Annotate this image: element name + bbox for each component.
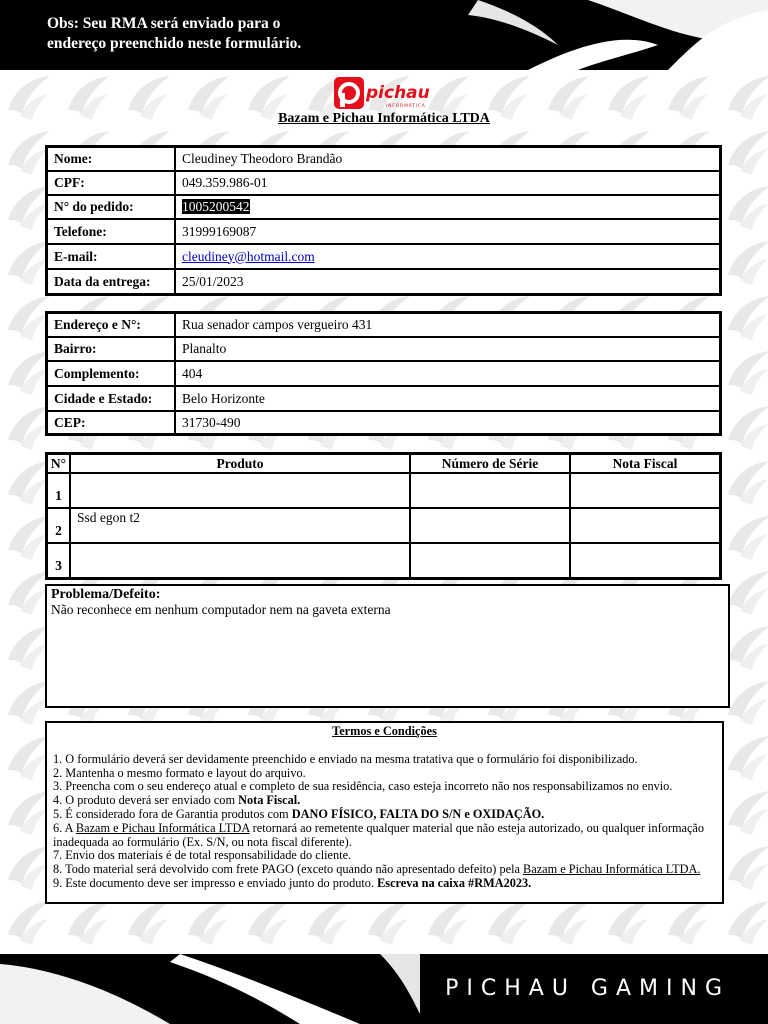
serial-cell[interactable] xyxy=(410,473,570,508)
table-row xyxy=(47,244,720,269)
column-header: Número de Série xyxy=(410,454,570,473)
neighborhood-field[interactable]: Planalto xyxy=(175,337,720,361)
problem-box[interactable] xyxy=(45,584,730,708)
table-header-row xyxy=(47,454,720,473)
complement-field[interactable]: 404 xyxy=(175,361,720,386)
invoice-cell[interactable] xyxy=(570,473,720,508)
terms-item: 3. Preencha com o seu endereço atual e completo de sua residência, caso esteja incorreto não nos responsabilizamos no envio. xyxy=(53,779,673,794)
terms-item: 2. Mantenha o mesmo formato e layout do arquivo. xyxy=(53,765,306,780)
column-header: Nota Fiscal xyxy=(570,454,720,473)
bottom-banner xyxy=(0,954,768,1024)
table-row xyxy=(47,269,720,294)
products-table xyxy=(45,452,722,580)
pichau-gaming-logo: PICHAU GAMING xyxy=(445,976,730,1001)
terms-item: 4. O produto deverá ser enviado com Nota Fiscal. xyxy=(53,793,301,808)
table-row xyxy=(47,171,720,195)
field-label: CEP: xyxy=(47,411,175,434)
street-field[interactable]: Rua senador campos vergueiro 431 xyxy=(175,313,720,337)
field-label: Telefone: xyxy=(47,219,175,244)
cpf-field[interactable]: 049.359.986-01 xyxy=(175,171,720,195)
table-row xyxy=(47,543,720,578)
terms-title: Termos e Condições xyxy=(332,724,437,738)
obs-note: Obs: Seu RMA será enviado para o endereço preenchido neste formulário. xyxy=(47,15,302,52)
table-row xyxy=(47,386,720,411)
pichau-logo xyxy=(334,76,434,110)
column-header: Produto xyxy=(70,454,410,473)
field-label: N° do pedido: xyxy=(47,195,175,219)
serial-cell[interactable] xyxy=(410,543,570,578)
table-row xyxy=(47,313,720,337)
invoice-cell[interactable] xyxy=(570,508,720,543)
terms-item: 6. A Bazam e Pichau Informática LTDA retornará ao remetente qualquer material que não esteja autorizado, ou qualquer informação inadequada ao formulário (Ex. S/N, ou nota fiscal diferente). xyxy=(53,820,705,849)
terms-item: 9. Este documento deve ser impresso e enviado junto do produto. Escreva na caixa #RMA2023. xyxy=(53,875,532,890)
row-number: 2 xyxy=(47,508,70,543)
terms-box xyxy=(45,721,724,904)
table-row xyxy=(47,508,720,543)
table-row xyxy=(47,337,720,361)
address-table xyxy=(45,311,722,436)
email-link[interactable]: cleudiney@hotmail.com xyxy=(182,248,315,264)
field-label: Nome: xyxy=(47,147,175,171)
customer-info-table xyxy=(45,145,722,296)
table-row xyxy=(47,195,720,219)
product-cell[interactable]: Ssd egon t2 xyxy=(70,508,410,543)
invoice-cell[interactable] xyxy=(570,543,720,578)
serial-cell[interactable] xyxy=(410,508,570,543)
delivery-date-field[interactable]: 25/01/2023 xyxy=(175,269,720,294)
table-row xyxy=(47,219,720,244)
field-label: Complemento: xyxy=(47,361,175,386)
field-label: Cidade e Estado: xyxy=(47,386,175,411)
column-header: N° xyxy=(47,454,70,473)
field-label: E-mail: xyxy=(47,244,175,269)
cep-field[interactable]: 31730-490 xyxy=(175,411,720,434)
terms-item: 7. Envio dos materiais é de total responsabilidade do cliente. xyxy=(53,848,352,863)
email-field[interactable] xyxy=(175,244,720,269)
selected-text: 1005200542 xyxy=(182,199,250,214)
terms-item: 1. O formulário deverá ser devidamente preenchido e enviado na mesma tratativa que o formulário foi disponibilizado. xyxy=(53,751,638,766)
row-number: 1 xyxy=(47,473,70,508)
product-cell[interactable] xyxy=(70,473,410,508)
phone-field[interactable]: 31999169087 xyxy=(175,219,720,244)
table-row xyxy=(47,361,720,386)
svg-text:INFORMÁTICA: INFORMÁTICA xyxy=(386,104,426,109)
terms-item: 5. É considerado fora de Garantia produtos com DANO FÍSICO, FALTA DO S/N e OXIDAÇÃO. xyxy=(53,806,545,821)
city-state-field[interactable]: Belo Horizonte xyxy=(175,386,720,411)
wing-decoration-icon xyxy=(0,954,420,1024)
wing-decoration-icon xyxy=(468,0,768,70)
product-cell[interactable] xyxy=(70,543,410,578)
field-label: Endereço e N°: xyxy=(47,313,175,337)
table-row xyxy=(47,147,720,171)
order-number-field[interactable] xyxy=(175,195,720,219)
row-number: 3 xyxy=(47,543,70,578)
problem-title: Problema/Defeito: xyxy=(51,587,161,602)
field-label: Bairro: xyxy=(47,337,175,361)
name-field[interactable]: Cleudiney Theodoro Brandão xyxy=(175,147,720,171)
terms-item: 8. Todo material será devolvido com frete PAGO (exceto quando não apresentado defeito) pela Bazam e Pichau Informática LTDA. xyxy=(53,862,701,877)
field-label: Data da entrega: xyxy=(47,269,175,294)
company-title: Bazam e Pichau Informática LTDA xyxy=(278,111,490,126)
field-label: CPF: xyxy=(47,171,175,195)
table-row xyxy=(47,473,720,508)
problem-text: Não reconhece em nenhum computador nem na gaveta externa xyxy=(51,602,391,617)
svg-text:pichau: pichau xyxy=(366,83,430,103)
table-row xyxy=(47,411,720,434)
top-banner xyxy=(0,0,768,70)
